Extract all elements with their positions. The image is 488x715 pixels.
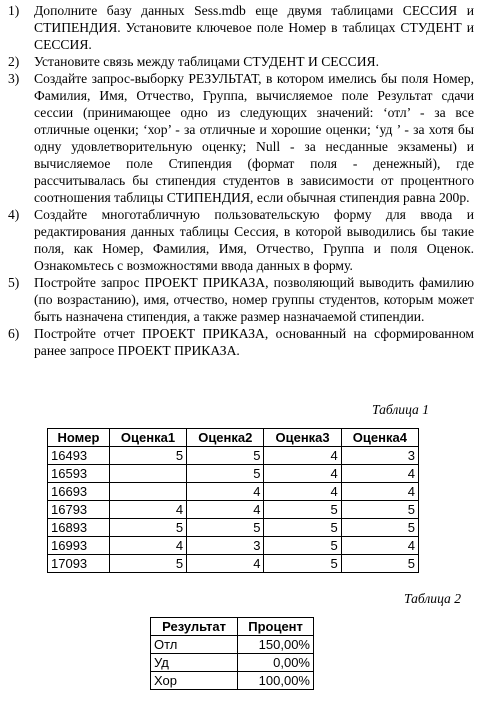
column-header: Оценка1	[109, 429, 186, 447]
task-item	[8, 70, 474, 206]
table1-caption: Таблица 1	[372, 402, 430, 417]
table1	[47, 428, 419, 573]
task-list	[8, 2, 474, 359]
column-header: Результат	[151, 618, 238, 636]
table-cell: 3	[341, 447, 418, 465]
table-row	[48, 447, 419, 465]
table-cell: 5	[264, 519, 341, 537]
task-number: 5)	[8, 275, 20, 290]
table-cell: 5	[341, 555, 418, 573]
table-cell: 4	[264, 483, 341, 501]
table-cell: 17093	[48, 555, 110, 573]
task-text: Постройте отчет ПРОЕКТ ПРИКАЗА, основанный на сформированном ранее запросе ПРОЕКТ ПРИКАЗА.	[34, 326, 474, 358]
table-cell: 5	[264, 555, 341, 573]
table-row	[151, 654, 314, 672]
table-cell: 16993	[48, 537, 110, 555]
table-cell: 0,00%	[238, 654, 314, 672]
task-text: Создайте многотабличную пользовательскую форму для ввода и редактирования данных таблицы Сессия, в которой выводились бы такие поля, как Номер, Фамилия, Имя, Отчество, Группа и поля Оценок. Ознакомьтесь с возможностями ввода данных в форму.	[34, 207, 474, 273]
table-cell: 4	[341, 537, 418, 555]
table-cell: 16693	[48, 483, 110, 501]
table-row	[151, 636, 314, 654]
table-cell	[109, 483, 186, 501]
column-header: Номер	[48, 429, 110, 447]
table-cell: 100,00%	[238, 672, 314, 690]
table-cell: 4	[187, 555, 264, 573]
task-number: 4)	[8, 207, 20, 222]
table-cell: 4	[341, 465, 418, 483]
table-cell: 150,00%	[238, 636, 314, 654]
table-cell: 5	[109, 555, 186, 573]
table-cell: 3	[187, 537, 264, 555]
table-cell: Отл	[151, 636, 238, 654]
task-item	[8, 53, 474, 70]
table-cell: Уд	[151, 654, 238, 672]
table-row	[48, 501, 419, 519]
table-cell: 16893	[48, 519, 110, 537]
column-header: Процент	[238, 618, 314, 636]
table-cell: 16493	[48, 447, 110, 465]
table-cell: 5	[341, 519, 418, 537]
table-row	[151, 672, 314, 690]
table-cell: 4	[187, 483, 264, 501]
table-row	[48, 555, 419, 573]
table-cell: 4	[264, 447, 341, 465]
column-header: Оценка2	[187, 429, 264, 447]
table-header-row	[48, 429, 419, 447]
table-cell: 5	[187, 447, 264, 465]
table-cell: 16593	[48, 465, 110, 483]
task-text: Установите связь между таблицами СТУДЕНТ И СЕССИЯ.	[34, 54, 380, 69]
table-cell: 4	[187, 501, 264, 519]
column-header: Оценка3	[264, 429, 341, 447]
table-cell: 5	[109, 519, 186, 537]
task-text: Дополните базу данных Sess.mdb еще двумя таблицами СЕССИЯ и СТИПЕНДИЯ. Установите ключевое поле Номер в таблицах СТУДЕНТ и СЕССИЯ.	[34, 3, 474, 52]
table-row	[48, 465, 419, 483]
table-header-row	[151, 618, 314, 636]
table-cell: 5	[264, 537, 341, 555]
task-item	[8, 206, 474, 274]
task-number: 3)	[8, 71, 20, 86]
table2	[150, 617, 314, 690]
table-row	[48, 483, 419, 501]
table-cell: 5	[264, 501, 341, 519]
table-cell	[109, 465, 186, 483]
task-number: 6)	[8, 326, 20, 341]
column-header: Оценка4	[341, 429, 418, 447]
table-cell: 5	[341, 501, 418, 519]
table-row	[48, 519, 419, 537]
task-item	[8, 2, 474, 53]
table-cell: 4	[109, 537, 186, 555]
table-cell: Хор	[151, 672, 238, 690]
table-cell: 5	[187, 465, 264, 483]
task-text: Создайте запрос-выборку РЕЗУЛЬТАТ, в котором имелись бы поля Номер, Фамилия, Имя, Отчество, Группа, вычисляемое поле Результат сдачи сессии (принимающее одно из следующих значений: ‘отл’ - за все отличные оценки; ‘хор’ - за отличные и хорошие оценки; ‘уд ’ - за хотя бы одну удовлетворительную оценку; Null - за несданные экзамены) и вычисляемое поле Стипендия (формат поля - денежный), где рассчитывалась бы стипендия студентов в зависимости от процентного соотношения таблицы СТИПЕНДИЯ, если обычная стипендия равна 200р.	[34, 71, 474, 205]
task-text: Постройте запрос ПРОЕКТ ПРИКАЗА, позволяющий выводить фамилию (по возрастанию), имя, отчество, номер группы студентов, которым может быть назначена стипендия, а также размер назначаемой стипендии.	[34, 275, 474, 324]
table-cell: 4	[109, 501, 186, 519]
table-row	[48, 537, 419, 555]
task-number: 2)	[8, 54, 20, 69]
table2-caption: Таблица 2	[404, 591, 462, 606]
table-cell: 5	[109, 447, 186, 465]
table-cell: 16793	[48, 501, 110, 519]
table-cell: 4	[264, 465, 341, 483]
task-number: 1)	[8, 3, 20, 18]
task-item	[8, 325, 474, 359]
task-item	[8, 274, 474, 325]
table-cell: 5	[187, 519, 264, 537]
table-cell: 4	[341, 483, 418, 501]
